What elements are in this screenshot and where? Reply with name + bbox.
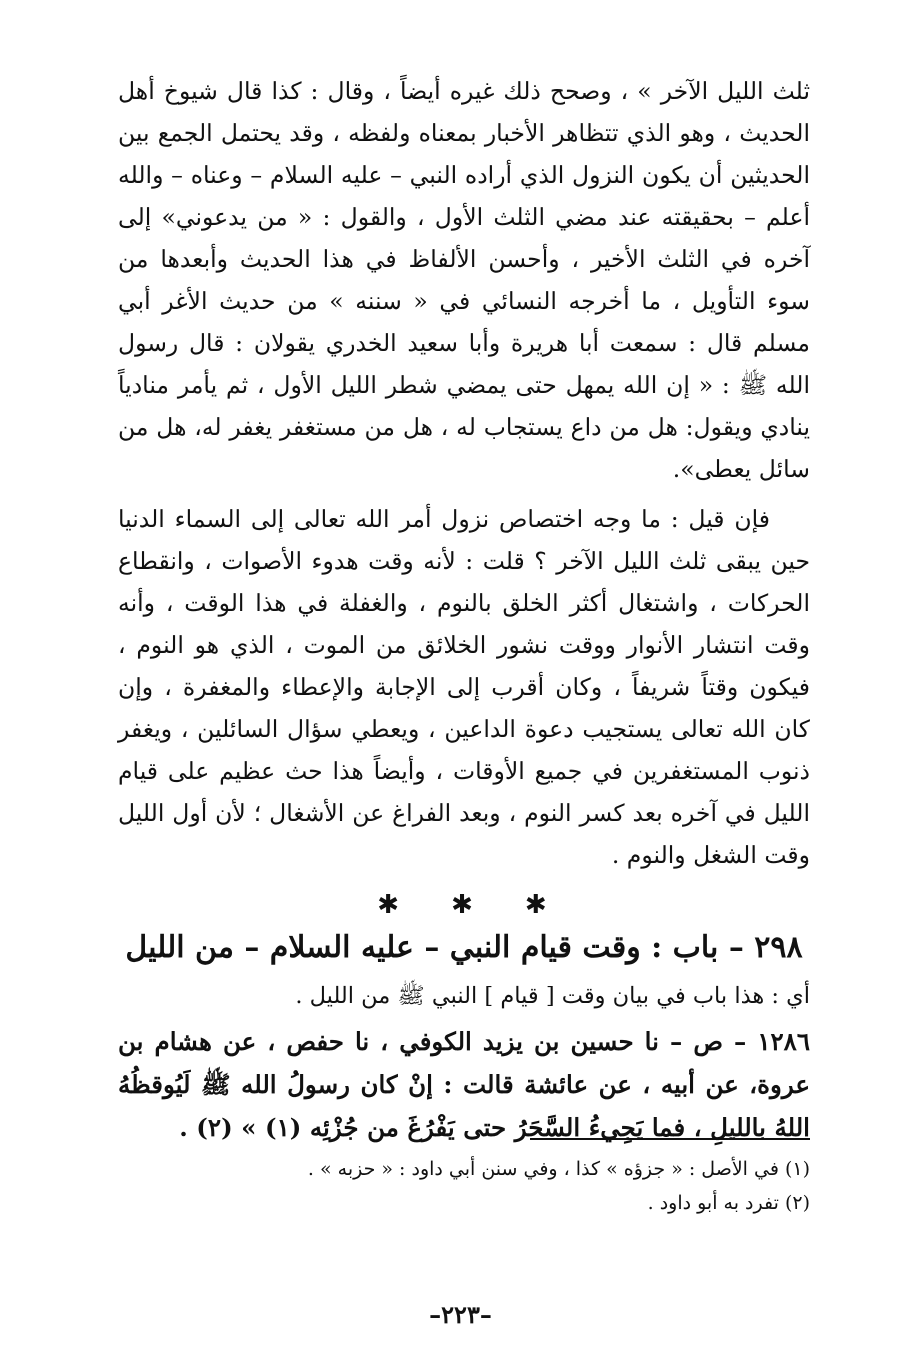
footnote-divider — [530, 1138, 810, 1140]
commentary-paragraph-2: فإن قيل : ما وجه اختصاص نزول أمر الله تعالى إلى السماء الدنيا حين يبقى ثلث الليل الآخر ؟ قلت : لأنه وقت هدوء الأصوات ، وانقطاع الحركات ، واشتغال أكثر الخلق بالنوم ، والغفلة في هذا الوقت ، وأنه وقت انتشار الأنوار ووقت نشور الخلائق من الموت ، الذي هو النوم ، فيكون وقتاً شريفاً ، وكان أقرب إلى الإجابة والإعطاء والمغفرة ، وإن كان الله تعالى يستجيب دعوة الداعين ، ويعطي سؤال السائلين ، ويغفر ذنوب المستغفرين في جميع الأوقات ، وأيضاً هذا حث عظيم على قيام الليل في آخره بعد كسر النوم ، وبعد الفراغ عن الأشغال ؛ لأن أول الليل وقت الشغل والنوم . — [118, 505, 810, 869]
page-number: –٢٢٣– — [429, 1300, 492, 1329]
commentary-paragraph-1: ثلث الليل الآخر » ، وصحح ذلك غيره أيضاً ، وقال : كذا قال شيوخ أهل الحديث ، وهو الذي تتظاهر الأخبار بمعناه ولفظه ، وقد يحتمل الجمع بين الحديثين أن يكون النزول الذي أراده النبي – عليه السلام – وعناه – والله أعلم – بحقيقته عند مضي الثلث الأول ، والقول : « من يدعوني» إلى آخره في الثلث الأخير ، وأحسن الألفاظ في هذا الحديث وأبعدها من سوء التأويل ، ما أخرجه النسائي في « سننه » من حديث الأغر أبي مسلم قال : سمعت أبا هريرة وأبا سعيد الخدري يقولان : قال رسول الله ﷺ : « إن الله يمهل حتى يمضي شطر الليل الأول ، ثم يأمر منادياً ينادي ويقول: هل من داع يستجاب له ، هل من مستغفر يغفر له، هل من سائل يعطى». — [118, 77, 810, 483]
chapter-gloss: أي : هذا باب في بيان وقت [ قيام ] النبي ﷺ من الليل . — [295, 983, 810, 1009]
chapter-heading: ٢٩٨ – باب : وقت قيام النبي – عليه السلام – من الليل — [125, 930, 803, 965]
footnotes — [118, 1152, 810, 1220]
asterisk-icon: ✱ — [524, 890, 551, 920]
asterisk-icon: ✱ — [451, 890, 477, 920]
section-separator — [118, 890, 810, 920]
asterisk-icon: ✱ — [377, 890, 404, 920]
footnote-1: (١) في الأصل : « جزؤه » كذا ، وفي سنن أبي داود : « حزبه » . — [307, 1158, 810, 1180]
page-body — [118, 70, 810, 1149]
footnote-2: (٢) تفرد به أبو داود . — [647, 1192, 810, 1214]
hadith-text: ١٢٨٦ – ص – نا حسين بن يزيد الكوفي ، نا حفص ، عن هشام بن عروة، عن أبيه ، عن عائشة قالت : إنْ كان رسولُ الله ﷺ لَيُوقظُهُ اللهُ بالليلِ ، فما يَجِيءُ السَّحَرُ حتى يَفْرُغَ من جُزْئِه (١) » (٢) . — [118, 1027, 810, 1142]
